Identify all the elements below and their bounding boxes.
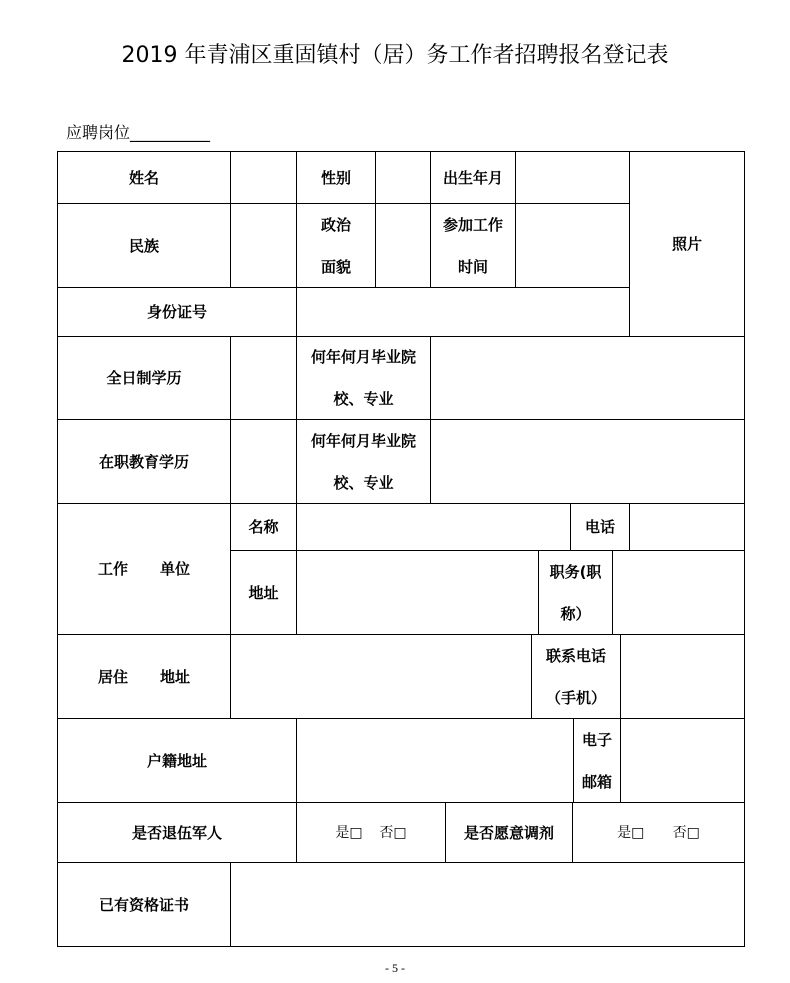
label-residence-b: 地址 (159, 667, 190, 686)
label-fulltime-school-line2: 校、专业 (333, 390, 394, 408)
field-household-address[interactable] (296, 718, 574, 803)
photo-box[interactable]: 照片 (629, 151, 745, 337)
veteran-options (296, 802, 446, 863)
adjust-yes-checkbox[interactable]: 是□ (617, 824, 645, 841)
label-ethnicity: 民族 (57, 203, 231, 288)
label-household-address: 户籍地址 (57, 718, 297, 803)
page-title: 2019 年青浦区重固镇村（居）务工作者招聘报名登记表 (121, 43, 669, 68)
label-work-start-line2: 时间 (457, 257, 488, 276)
label-fulltime-edu: 全日制学历 (57, 336, 231, 420)
label-fulltime-school-line1: 何年何月毕业院 (310, 348, 416, 366)
field-birth[interactable] (515, 151, 630, 204)
label-gender: 性别 (296, 151, 376, 204)
position-label: 应聘岗位 (66, 123, 131, 142)
label-unit-phone: 电话 (570, 503, 630, 551)
label-job-title-line1: 职务(职 (549, 562, 602, 581)
label-contact-phone-line2: （手机） (545, 688, 606, 707)
position-applied (66, 120, 210, 143)
field-unit-address[interactable] (296, 550, 539, 635)
label-work-start-line1: 参加工作 (442, 215, 503, 234)
adjust-options (572, 802, 745, 863)
field-inservice-edu[interactable] (230, 419, 297, 504)
page-number: - 5 - (385, 961, 405, 975)
label-inservice-edu: 在职教育学历 (57, 419, 231, 504)
field-name[interactable] (230, 151, 297, 204)
label-work-unit-a: 工作 (97, 560, 128, 578)
label-birth: 出生年月 (430, 151, 516, 204)
label-political-line1: 政治 (320, 215, 351, 234)
field-unit-name[interactable] (296, 503, 571, 551)
label-job-title-line2: 称） (560, 604, 591, 623)
label-fulltime-school (296, 336, 431, 420)
label-certificates: 已有资格证书 (57, 862, 231, 947)
label-unit-name: 名称 (230, 503, 297, 551)
field-work-start[interactable] (515, 203, 630, 288)
label-inservice-school-line2: 校、专业 (333, 473, 394, 492)
field-fulltime-edu[interactable] (230, 336, 297, 420)
label-inservice-school-line1: 何年何月毕业院 (310, 431, 416, 450)
label-political-line2: 面貌 (320, 257, 351, 276)
field-unit-phone[interactable] (629, 503, 745, 551)
label-work-start (430, 203, 516, 288)
label-residence (57, 634, 231, 719)
label-work-unit (57, 503, 231, 635)
field-email[interactable] (620, 718, 745, 803)
label-id-number: 身份证号 (57, 287, 297, 337)
label-email (573, 718, 621, 803)
label-email-line1: 电子 (581, 730, 612, 749)
field-political[interactable] (375, 203, 431, 288)
label-work-unit-b: 单位 (159, 560, 190, 578)
label-job-title (538, 550, 613, 635)
field-inservice-school[interactable] (430, 419, 745, 504)
label-unit-address: 地址 (230, 550, 297, 635)
label-residence-a: 居住 (97, 667, 128, 686)
label-contact-phone (531, 634, 621, 719)
label-email-line2: 邮箱 (581, 772, 612, 791)
label-political (296, 203, 376, 288)
field-residence[interactable] (230, 634, 532, 719)
veteran-yes-checkbox[interactable]: 是□ (335, 824, 363, 841)
field-ethnicity[interactable] (230, 203, 297, 288)
field-certificates[interactable] (230, 862, 745, 947)
label-inservice-school (296, 419, 431, 504)
veteran-no-checkbox[interactable]: 否□ (379, 824, 407, 841)
field-gender[interactable] (375, 151, 431, 204)
field-contact-phone[interactable] (620, 634, 745, 719)
label-adjust: 是否愿意调剂 (445, 802, 573, 863)
label-contact-phone-line1: 联系电话 (545, 646, 606, 665)
field-fulltime-school[interactable] (430, 336, 745, 420)
field-job-title[interactable] (612, 550, 745, 635)
position-blank[interactable]: __________ (130, 123, 211, 142)
label-name: 姓名 (57, 151, 231, 204)
adjust-no-checkbox[interactable]: 否□ (672, 824, 700, 841)
field-id-number[interactable] (296, 287, 630, 337)
label-veteran: 是否退伍军人 (57, 802, 297, 863)
